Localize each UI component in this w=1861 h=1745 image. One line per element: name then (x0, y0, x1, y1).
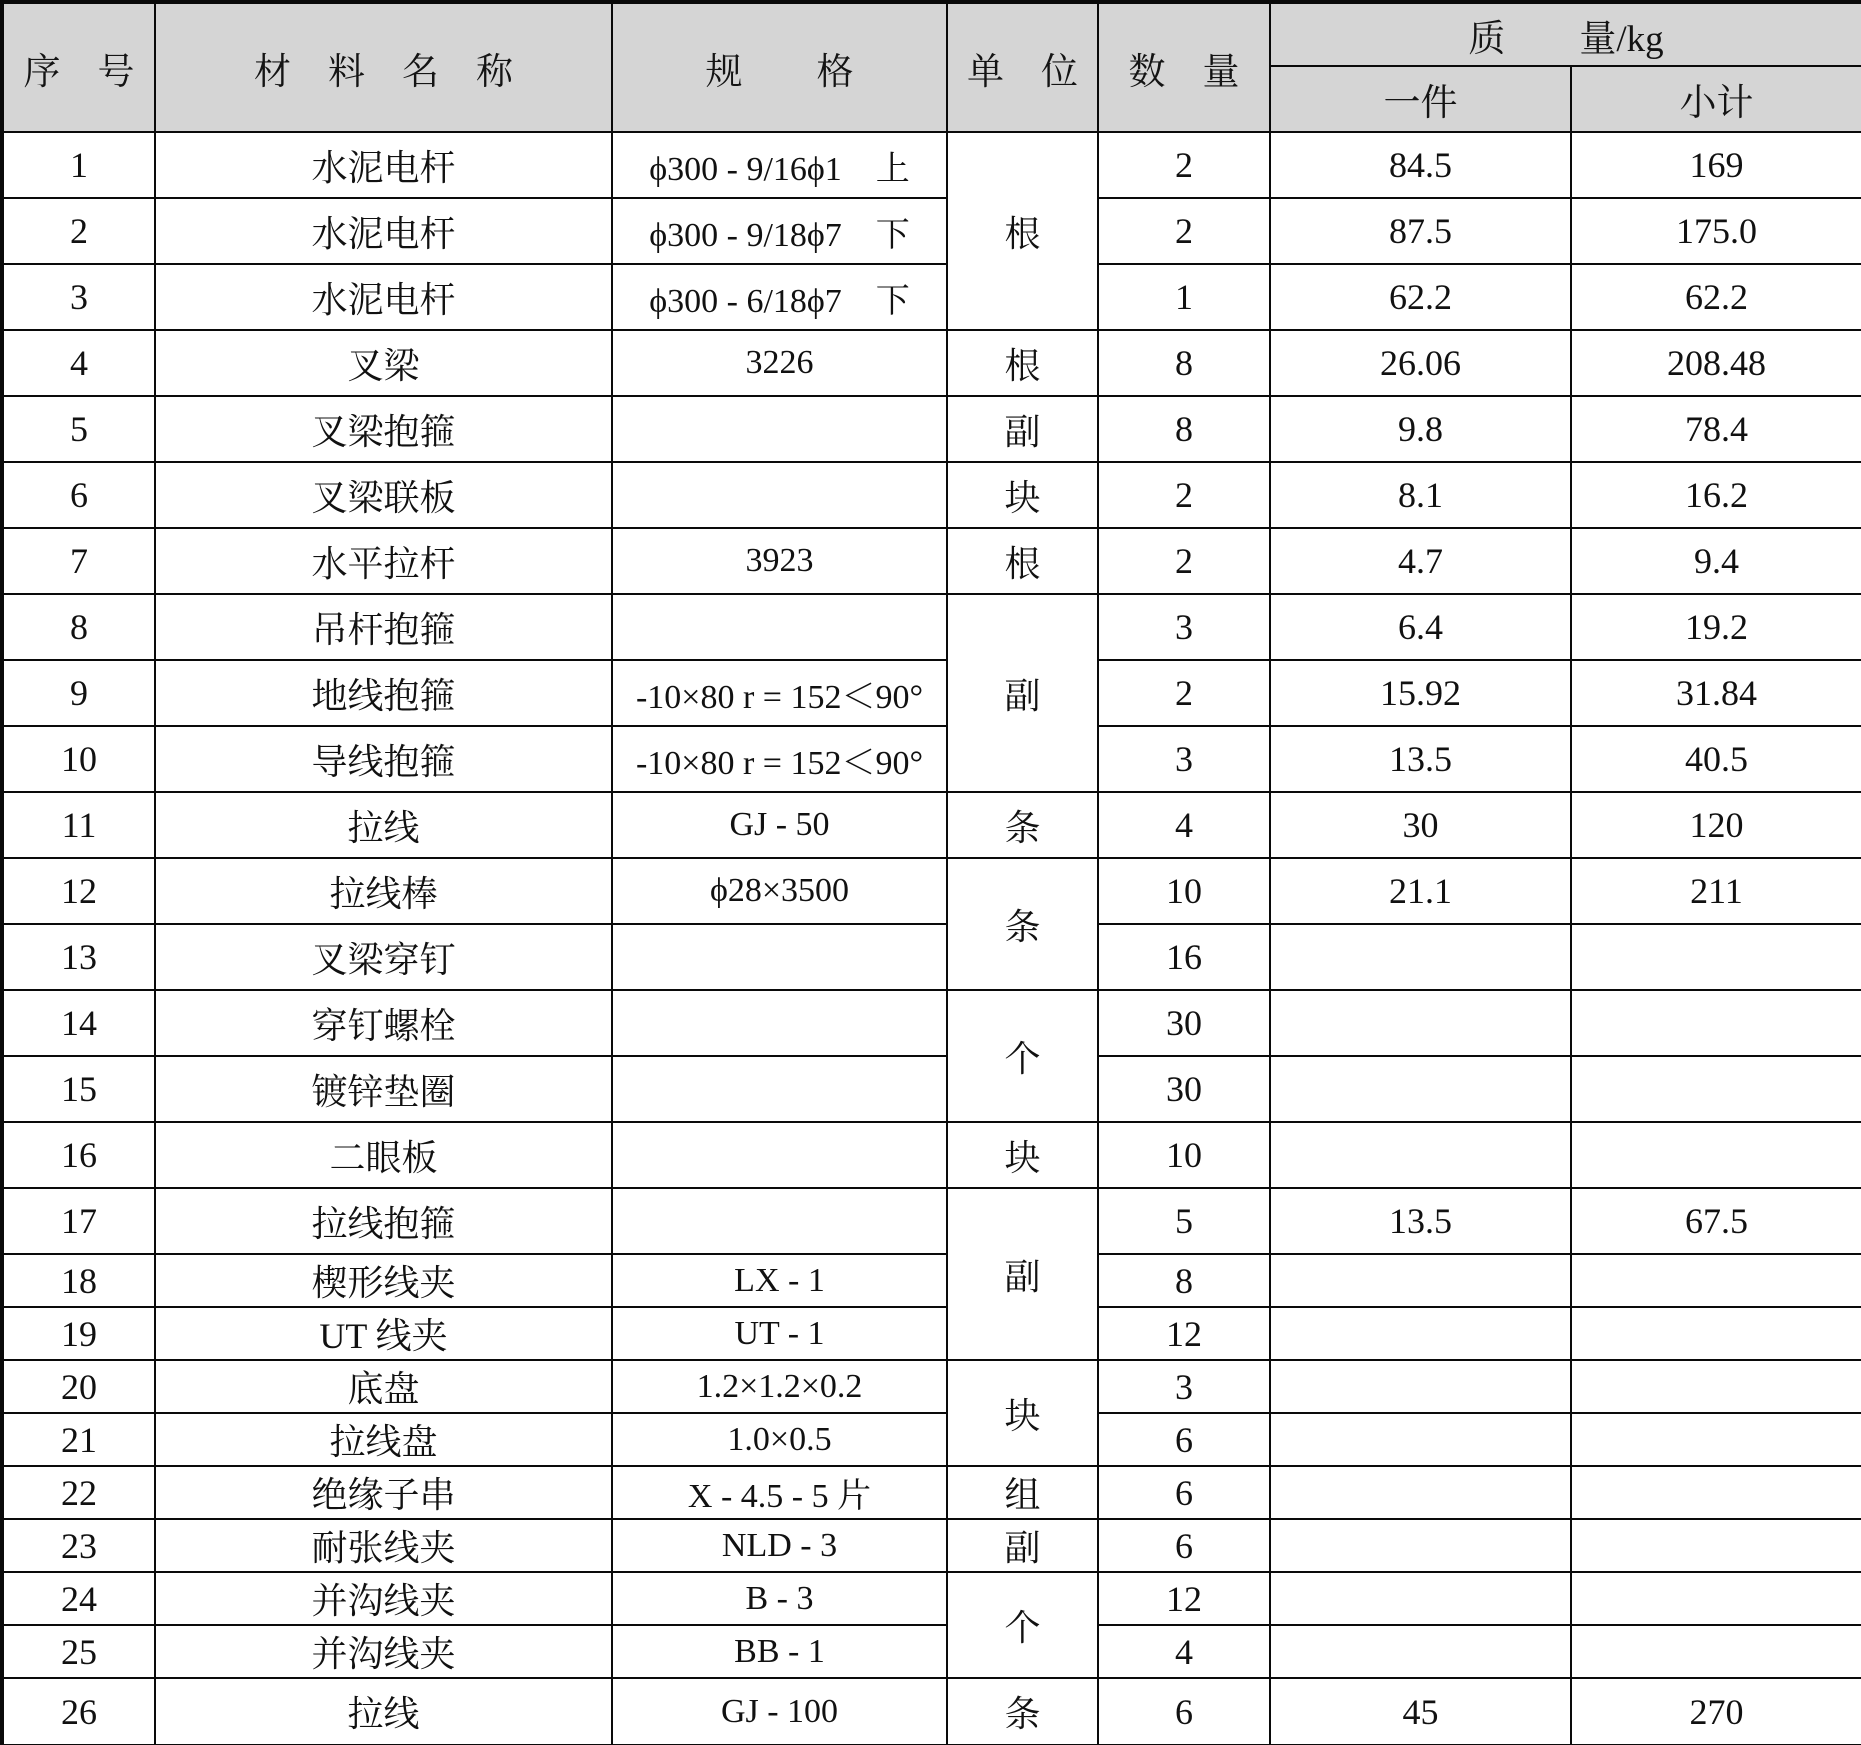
table-row (2, 594, 1861, 660)
cell-qty: 1 (1098, 264, 1270, 330)
cell-spec: NLD - 3 (612, 1519, 947, 1572)
cell-qty: 4 (1098, 792, 1270, 858)
cell-spec: GJ - 50 (612, 792, 947, 858)
cell-each (1270, 1307, 1571, 1360)
cell-qty: 10 (1098, 858, 1270, 924)
cell-subtotal (1571, 924, 1861, 990)
cell-each (1270, 1056, 1571, 1122)
cell-spec: -10×80 r = 152＜90° (612, 660, 947, 726)
cell-each: 62.2 (1270, 264, 1571, 330)
cell-no: 14 (2, 990, 155, 1056)
cell-unit: 块 (947, 462, 1098, 528)
cell-spec (612, 1056, 947, 1122)
cell-spec: 1.0×0.5 (612, 1413, 947, 1466)
cell-name: 穿钉螺栓 (155, 990, 612, 1056)
cell-subtotal: 120 (1571, 792, 1861, 858)
cell-name: 拉线抱箍 (155, 1188, 612, 1254)
cell-subtotal: 169 (1571, 132, 1861, 198)
cell-subtotal (1571, 1519, 1861, 1572)
cell-no: 16 (2, 1122, 155, 1188)
cell-each: 84.5 (1270, 132, 1571, 198)
cell-unit: 副 (947, 396, 1098, 462)
table-row (2, 462, 1861, 528)
cell-subtotal: 270 (1571, 1678, 1861, 1745)
table-row (2, 1625, 1861, 1678)
cell-unit: 副 (947, 594, 1098, 792)
cell-each: 6.4 (1270, 594, 1571, 660)
cell-subtotal (1571, 1413, 1861, 1466)
table-row (2, 1572, 1861, 1625)
table-row (2, 330, 1861, 396)
cell-qty: 3 (1098, 1360, 1270, 1413)
cell-name: 楔形线夹 (155, 1254, 612, 1307)
cell-subtotal (1571, 1056, 1861, 1122)
cell-unit: 根 (947, 132, 1098, 330)
cell-qty: 30 (1098, 1056, 1270, 1122)
cell-no: 20 (2, 1360, 155, 1413)
cell-subtotal (1571, 1360, 1861, 1413)
table-row (2, 132, 1861, 198)
cell-no: 8 (2, 594, 155, 660)
cell-each: 45 (1270, 1678, 1571, 1745)
cell-each (1270, 1572, 1571, 1625)
cell-unit: 条 (947, 792, 1098, 858)
cell-unit: 根 (947, 330, 1098, 396)
cell-name: 拉线盘 (155, 1413, 612, 1466)
cell-unit: 条 (947, 858, 1098, 990)
cell-qty: 4 (1098, 1625, 1270, 1678)
cell-subtotal: 175.0 (1571, 198, 1861, 264)
table-row (2, 264, 1861, 330)
cell-each: 26.06 (1270, 330, 1571, 396)
cell-each (1270, 1254, 1571, 1307)
cell-each (1270, 1625, 1571, 1678)
cell-name: 水平拉杆 (155, 528, 612, 594)
cell-spec: B - 3 (612, 1572, 947, 1625)
cell-no: 24 (2, 1572, 155, 1625)
cell-each (1270, 1466, 1571, 1519)
cell-no: 4 (2, 330, 155, 396)
cell-qty: 2 (1098, 528, 1270, 594)
cell-no: 21 (2, 1413, 155, 1466)
cell-spec: 1.2×1.2×0.2 (612, 1360, 947, 1413)
cell-unit: 块 (947, 1360, 1098, 1466)
cell-each: 21.1 (1270, 858, 1571, 924)
cell-each (1270, 1122, 1571, 1188)
cell-qty: 2 (1098, 660, 1270, 726)
cell-name: 并沟线夹 (155, 1625, 612, 1678)
cell-qty: 6 (1098, 1678, 1270, 1745)
cell-qty: 3 (1098, 594, 1270, 660)
cell-subtotal: 16.2 (1571, 462, 1861, 528)
cell-each (1270, 1413, 1571, 1466)
cell-name: 拉线 (155, 792, 612, 858)
cell-spec (612, 924, 947, 990)
cell-name: 拉线 (155, 1678, 612, 1745)
cell-spec: 3923 (612, 528, 947, 594)
cell-name: 叉梁穿钉 (155, 924, 612, 990)
cell-name: 水泥电杆 (155, 264, 612, 330)
cell-unit: 根 (947, 528, 1098, 594)
cell-no: 13 (2, 924, 155, 990)
cell-spec: 3226 (612, 330, 947, 396)
cell-each: 30 (1270, 792, 1571, 858)
cell-name: 水泥电杆 (155, 198, 612, 264)
cell-spec: ϕ300 - 9/18ϕ7 下 (612, 198, 947, 264)
cell-unit: 个 (947, 990, 1098, 1122)
cell-each (1270, 990, 1571, 1056)
cell-each (1270, 1360, 1571, 1413)
cell-qty: 2 (1098, 132, 1270, 198)
cell-name: 地线抱箍 (155, 660, 612, 726)
header-spec: 规 格 (612, 2, 947, 132)
cell-qty: 6 (1098, 1413, 1270, 1466)
cell-name: 耐张线夹 (155, 1519, 612, 1572)
header-unit: 单 位 (947, 2, 1098, 132)
cell-no: 2 (2, 198, 155, 264)
table-row (2, 858, 1861, 924)
cell-subtotal: 40.5 (1571, 726, 1861, 792)
cell-qty: 3 (1098, 726, 1270, 792)
cell-each (1270, 924, 1571, 990)
cell-no: 15 (2, 1056, 155, 1122)
table-row (2, 528, 1861, 594)
cell-no: 5 (2, 396, 155, 462)
cell-no: 25 (2, 1625, 155, 1678)
table-row (2, 1188, 1861, 1254)
cell-qty: 6 (1098, 1519, 1270, 1572)
cell-spec: LX - 1 (612, 1254, 947, 1307)
cell-name: 叉梁联板 (155, 462, 612, 528)
cell-subtotal (1571, 1572, 1861, 1625)
cell-each: 13.5 (1270, 726, 1571, 792)
cell-name: 绝缘子串 (155, 1466, 612, 1519)
cell-no: 17 (2, 1188, 155, 1254)
table-row (2, 396, 1861, 462)
cell-no: 7 (2, 528, 155, 594)
cell-spec (612, 1188, 947, 1254)
cell-name: 镀锌垫圈 (155, 1056, 612, 1122)
cell-each: 87.5 (1270, 198, 1571, 264)
table-row (2, 990, 1861, 1056)
table-row (2, 1307, 1861, 1360)
table-body (2, 132, 1861, 1745)
cell-spec (612, 396, 947, 462)
cell-each: 8.1 (1270, 462, 1571, 528)
cell-spec: BB - 1 (612, 1625, 947, 1678)
cell-no: 12 (2, 858, 155, 924)
table-header (2, 2, 1861, 132)
cell-name: 导线抱箍 (155, 726, 612, 792)
cell-subtotal (1571, 1307, 1861, 1360)
table-row (2, 660, 1861, 726)
cell-qty: 6 (1098, 1466, 1270, 1519)
cell-no: 3 (2, 264, 155, 330)
cell-subtotal (1571, 1122, 1861, 1188)
cell-spec: -10×80 r = 152＜90° (612, 726, 947, 792)
table-row (2, 1413, 1861, 1466)
cell-name: UT 线夹 (155, 1307, 612, 1360)
cell-no: 9 (2, 660, 155, 726)
cell-unit: 条 (947, 1678, 1098, 1745)
header-mass-subtotal: 小计 (1571, 66, 1861, 132)
cell-subtotal (1571, 1625, 1861, 1678)
cell-subtotal: 31.84 (1571, 660, 1861, 726)
cell-name: 拉线棒 (155, 858, 612, 924)
table-row (2, 1056, 1861, 1122)
cell-each: 9.8 (1270, 396, 1571, 462)
cell-subtotal: 208.48 (1571, 330, 1861, 396)
header-mass-kg: 质 量/kg (1270, 2, 1861, 66)
table-row (2, 1360, 1861, 1413)
cell-each: 13.5 (1270, 1188, 1571, 1254)
header-serial: 序 号 (2, 2, 155, 132)
cell-qty: 16 (1098, 924, 1270, 990)
cell-spec (612, 594, 947, 660)
cell-subtotal: 78.4 (1571, 396, 1861, 462)
header-material-name: 材 料 名 称 (155, 2, 612, 132)
table-row (2, 198, 1861, 264)
table-row (2, 1254, 1861, 1307)
cell-name: 吊杆抱箍 (155, 594, 612, 660)
table-row (2, 1678, 1861, 1745)
table-row (2, 1466, 1861, 1519)
cell-name: 水泥电杆 (155, 132, 612, 198)
cell-qty: 8 (1098, 330, 1270, 396)
cell-no: 1 (2, 132, 155, 198)
cell-unit: 副 (947, 1519, 1098, 1572)
cell-subtotal (1571, 1254, 1861, 1307)
cell-unit: 副 (947, 1188, 1098, 1360)
cell-qty: 2 (1098, 198, 1270, 264)
cell-no: 10 (2, 726, 155, 792)
cell-no: 22 (2, 1466, 155, 1519)
cell-name: 二眼板 (155, 1122, 612, 1188)
table-row (2, 924, 1861, 990)
cell-qty: 8 (1098, 1254, 1270, 1307)
cell-name: 叉梁抱箍 (155, 396, 612, 462)
header-quantity: 数 量 (1098, 2, 1270, 132)
cell-name: 并沟线夹 (155, 1572, 612, 1625)
cell-spec: ϕ300 - 9/16ϕ1 上 (612, 132, 947, 198)
header-mass-each: 一件 (1270, 66, 1571, 132)
cell-each (1270, 1519, 1571, 1572)
cell-spec: UT - 1 (612, 1307, 947, 1360)
cell-subtotal: 9.4 (1571, 528, 1861, 594)
cell-each: 15.92 (1270, 660, 1571, 726)
cell-subtotal (1571, 1466, 1861, 1519)
cell-spec (612, 462, 947, 528)
cell-spec: ϕ28×3500 (612, 858, 947, 924)
cell-spec: GJ - 100 (612, 1678, 947, 1745)
table-row (2, 1122, 1861, 1188)
cell-subtotal: 67.5 (1571, 1188, 1861, 1254)
cell-spec: ϕ300 - 6/18ϕ7 下 (612, 264, 947, 330)
cell-qty: 12 (1098, 1572, 1270, 1625)
cell-no: 6 (2, 462, 155, 528)
table-row (2, 726, 1861, 792)
cell-qty: 8 (1098, 396, 1270, 462)
cell-spec (612, 1122, 947, 1188)
cell-qty: 30 (1098, 990, 1270, 1056)
cell-spec: X - 4.5 - 5 片 (612, 1466, 947, 1519)
cell-subtotal: 19.2 (1571, 594, 1861, 660)
cell-subtotal (1571, 990, 1861, 1056)
table-row (2, 792, 1861, 858)
cell-no: 18 (2, 1254, 155, 1307)
cell-qty: 2 (1098, 462, 1270, 528)
cell-unit: 组 (947, 1466, 1098, 1519)
cell-each: 4.7 (1270, 528, 1571, 594)
cell-spec (612, 990, 947, 1056)
cell-qty: 10 (1098, 1122, 1270, 1188)
cell-unit: 个 (947, 1572, 1098, 1678)
cell-qty: 12 (1098, 1307, 1270, 1360)
cell-unit: 块 (947, 1122, 1098, 1188)
cell-subtotal: 62.2 (1571, 264, 1861, 330)
header-row-top (2, 2, 1861, 66)
cell-no: 19 (2, 1307, 155, 1360)
table-row (2, 1519, 1861, 1572)
cell-no: 23 (2, 1519, 155, 1572)
cell-qty: 5 (1098, 1188, 1270, 1254)
cell-no: 26 (2, 1678, 155, 1745)
cell-name: 底盘 (155, 1360, 612, 1413)
cell-no: 11 (2, 792, 155, 858)
cell-subtotal: 211 (1571, 858, 1861, 924)
cell-name: 叉梁 (155, 330, 612, 396)
